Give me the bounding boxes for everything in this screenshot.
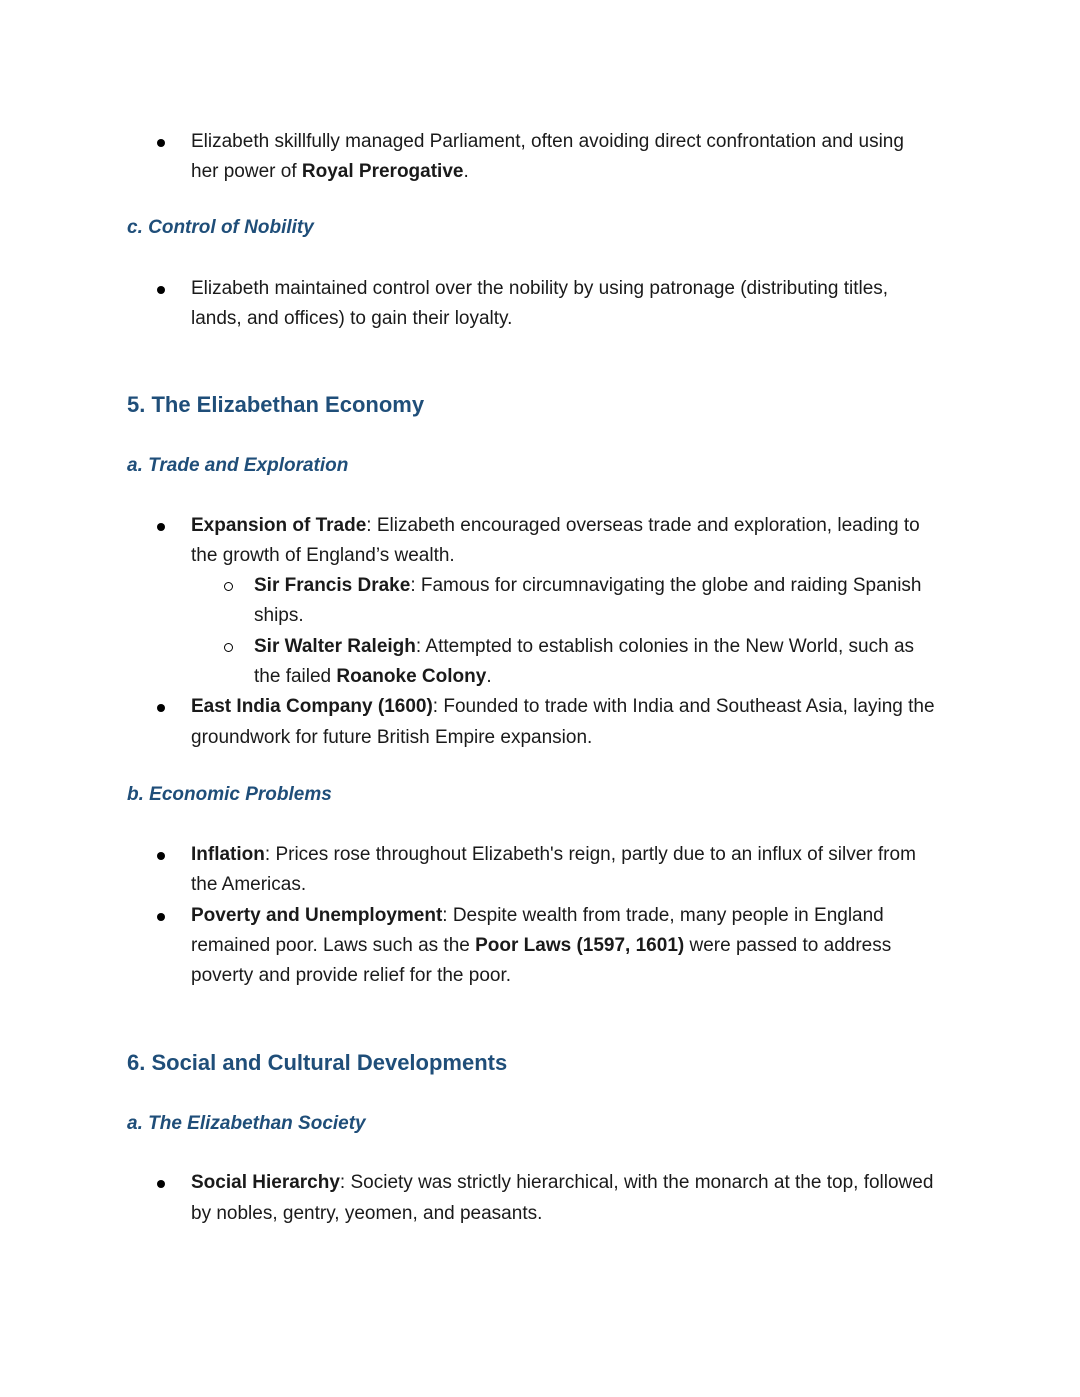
eic-text: groundwork for future British Empire expansion. (191, 727, 593, 748)
royal-prerogative-term: Royal Prerogative (301, 161, 464, 182)
inflation-line-2 (191, 870, 306, 900)
hierarchy-term: Social Hierarchy (191, 1172, 340, 1193)
bullet-marker (157, 139, 165, 147)
eic-term: East India Company (1600) (191, 696, 433, 717)
raleigh-term: Sir Walter Raleigh (254, 636, 416, 657)
drake-text: : Famous for circumnavigating the globe and raiding Spanish (410, 575, 922, 596)
nobility-text: lands, and offices) to gain their loyalty. (191, 308, 513, 329)
drake-term: Sir Francis Drake (254, 575, 411, 596)
trade-heading: a. Trade and Exploration (127, 455, 349, 476)
inflation-term: Inflation (191, 844, 265, 865)
expansion-term: Expansion of Trade (191, 515, 367, 536)
bullet-marker (157, 286, 165, 294)
parliament-bullet-line-1 (191, 127, 904, 157)
eic-line-2 (191, 723, 592, 753)
drake-line-2 (254, 601, 304, 631)
poverty-text: remained poor. Laws such as the (191, 935, 476, 956)
inflation-line-1 (191, 840, 916, 870)
nobility-heading: c. Control of Nobility (127, 217, 314, 238)
raleigh-line-1 (254, 632, 914, 662)
economy-heading: 5. The Elizabethan Economy (127, 392, 425, 417)
poor-laws-term: Poor Laws (1597, 1601) (475, 935, 685, 956)
poverty-line-3 (191, 961, 511, 991)
hierarchy-line-1 (191, 1168, 933, 1198)
poverty-text: : Despite wealth from trade, many people in England (442, 905, 884, 926)
raleigh-text: the failed (254, 666, 337, 687)
expansion-text: the growth of England’s wealth. (191, 545, 455, 566)
problems-heading: b. Economic Problems (127, 784, 332, 805)
poverty-line-1 (191, 901, 884, 931)
roanoke-term: Roanoke Colony (336, 666, 487, 687)
drake-text: ships. (254, 605, 304, 626)
bullet-marker (157, 913, 165, 921)
poverty-text: were passed to address (684, 935, 892, 956)
parliament-text: her power of (191, 161, 302, 182)
hierarchy-text: : Society was strictly hierarchical, with the monarch at the top, followed (339, 1172, 934, 1193)
drake-line-1 (254, 571, 922, 601)
hierarchy-text: by nobles, gentry, yeomen, and peasants. (191, 1203, 543, 1224)
eic-line-1 (191, 692, 935, 722)
raleigh-line-2 (254, 662, 492, 692)
parliament-end: . (463, 161, 469, 182)
nobility-text: Elizabeth maintained control over the nobility by using patronage (distributing titles, (191, 278, 889, 299)
hierarchy-line-2 (191, 1199, 542, 1229)
nobility-bullet-line-1 (191, 274, 888, 304)
society-heading: a. The Elizabethan Society (127, 1113, 366, 1134)
parliament-bullet-line-2 (191, 157, 469, 187)
bullet-marker (157, 523, 165, 531)
expansion-line-1 (191, 511, 920, 541)
expansion-line-2 (191, 541, 455, 571)
raleigh-end: . (486, 666, 492, 687)
eic-text: : Founded to trade with India and Southeast Asia, laying the (432, 696, 935, 717)
poverty-line-2 (191, 931, 891, 961)
expansion-text: : Elizabeth encouraged overseas trade and exploration, leading to (366, 515, 920, 536)
raleigh-text: : Attempted to establish colonies in the New World, such as (415, 636, 915, 657)
social-heading: 6. Social and Cultural Developments (127, 1050, 508, 1075)
inflation-text: : Prices rose throughout Elizabeth's reign, partly due to an influx of silver from (264, 844, 916, 865)
bullet-marker (157, 852, 165, 860)
poverty-text: poverty and provide relief for the poor. (191, 965, 512, 986)
nobility-bullet-line-2 (191, 304, 512, 334)
poverty-term: Poverty and Unemployment (191, 905, 443, 926)
inflation-text: the Americas. (191, 874, 307, 895)
sub-bullet-marker (224, 582, 233, 591)
bullet-marker (157, 1180, 165, 1188)
parliament-text: Elizabeth skillfully managed Parliament, often avoiding direct confrontation and using (191, 131, 904, 152)
sub-bullet-marker (224, 643, 233, 652)
bullet-marker (157, 704, 165, 712)
